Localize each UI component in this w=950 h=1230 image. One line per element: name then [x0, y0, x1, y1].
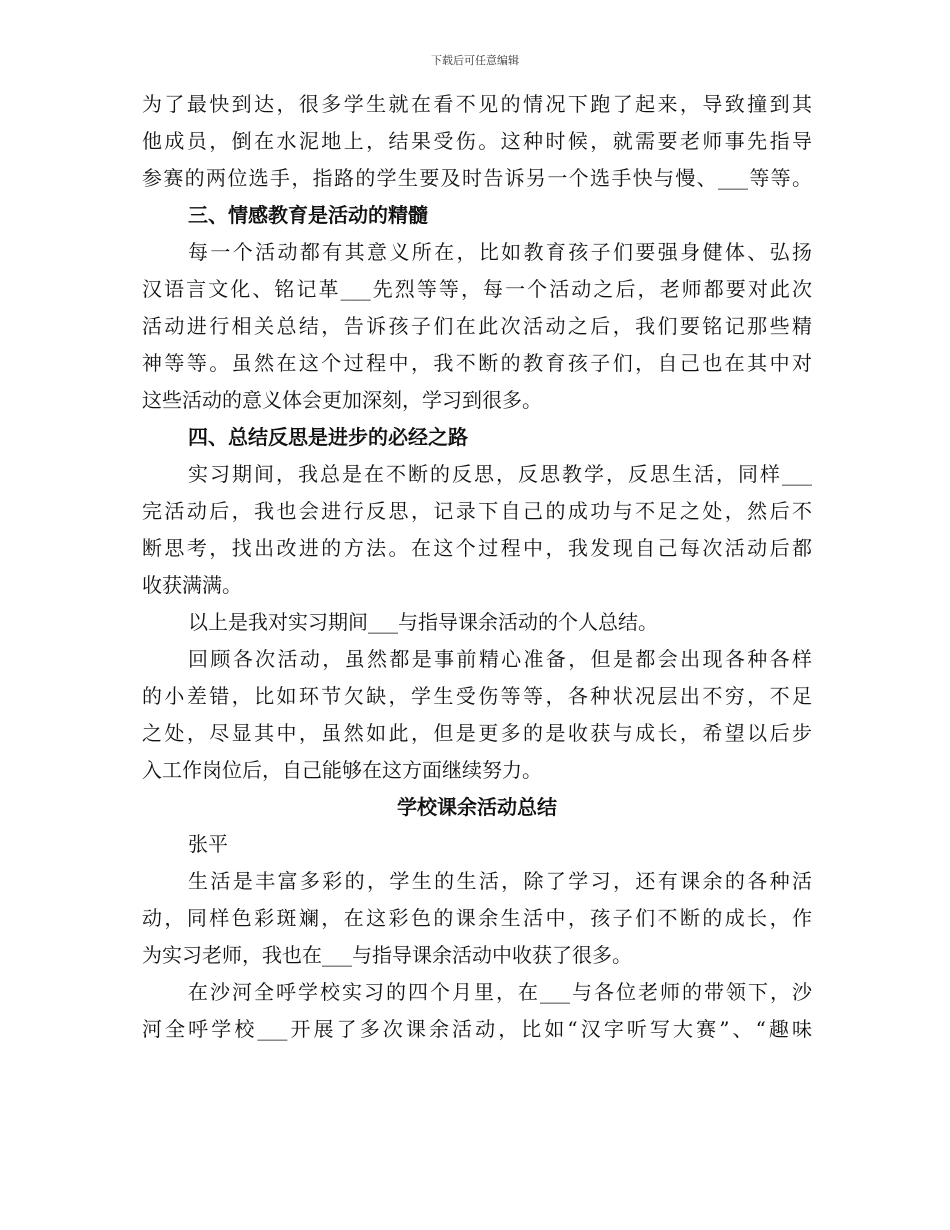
paragraph-line: 参赛的两位选手，指路的学生要及时告诉另一个选手快与慢、___等等。	[142, 166, 812, 190]
paragraph-line: 在沙河全呼学校实习的四个月里，在___与各位老师的带领下，沙	[188, 980, 812, 1004]
paragraph-line: 收获满满。	[142, 573, 242, 597]
paragraph-line: 之处，尽显其中，虽然如此，但是更多的是收获与成长，希望以后步	[142, 721, 812, 745]
paragraph-line: 每一个活动都有其意义所在，比如教育孩子们要强身健体、弘扬	[188, 240, 812, 264]
paragraph-line: 活动进行相关总结，告诉孩子们在此次活动之后，我们要铭记那些精	[142, 314, 812, 338]
paragraph-line: 的小差错，比如环节欠缺，学生受伤等等，各种状况层出不穷，不足	[142, 684, 812, 708]
paragraph-line: 入工作岗位后，自己能够在这方面继续努力。	[142, 758, 542, 782]
paragraph-line: 神等等。虽然在这个过程中，我不断的教育孩子们，自己也在其中对	[142, 351, 812, 375]
paragraph-line: 汉语言文化、铭记革___先烈等等，每一个活动之后，老师都要对此次	[142, 277, 812, 301]
document-title: 学校课余活动总结	[397, 795, 557, 819]
page-header: 下载后可任意编辑	[431, 54, 519, 67]
paragraph-line: 河全呼学校___开展了多次课余活动，比如“汉字听写大赛”、“趣味	[142, 1017, 812, 1041]
author-name: 张平	[188, 832, 228, 856]
paragraph-line: 以上是我对实习期间___与指导课余活动的个人总结。	[188, 610, 658, 634]
paragraph-line: 断思考，找出改进的方法。在这个过程中，我发现自己每次活动后都	[142, 536, 812, 560]
paragraph-line: 实习期间，我总是在不断的反思，反思教学，反思生活，同样___	[188, 462, 812, 486]
paragraph-line: 为了最快到达，很多学生就在看不见的情况下跑了起来，导致撞到其	[142, 92, 812, 116]
paragraph-line: 回顾各次活动，虽然都是事前精心准备，但是都会出现各种各样	[188, 647, 812, 671]
paragraph-line: 这些活动的意义体会更加深刻，学习到很多。	[142, 388, 542, 412]
paragraph-line: 他成员，倒在水泥地上，结果受伤。这种时候，就需要老师事先指导	[142, 129, 812, 153]
paragraph-line: 为实习老师，我也在___与指导课余活动中收获了很多。	[142, 943, 632, 967]
paragraph-line: 动，同样色彩斑斓，在这彩色的课余生活中，孩子们不断的成长，作	[142, 906, 812, 930]
section-heading: 四、总结反思是进步的必经之路	[188, 425, 468, 449]
document-body	[142, 86, 812, 1048]
paragraph-line: 生活是丰富多彩的，学生的生活，除了学习，还有课余的各种活	[188, 869, 812, 893]
section-heading: 三、情感教育是活动的精髓	[188, 203, 428, 227]
paragraph-line: 完活动后，我也会进行反思，记录下自己的成功与不足之处，然后不	[142, 499, 812, 523]
